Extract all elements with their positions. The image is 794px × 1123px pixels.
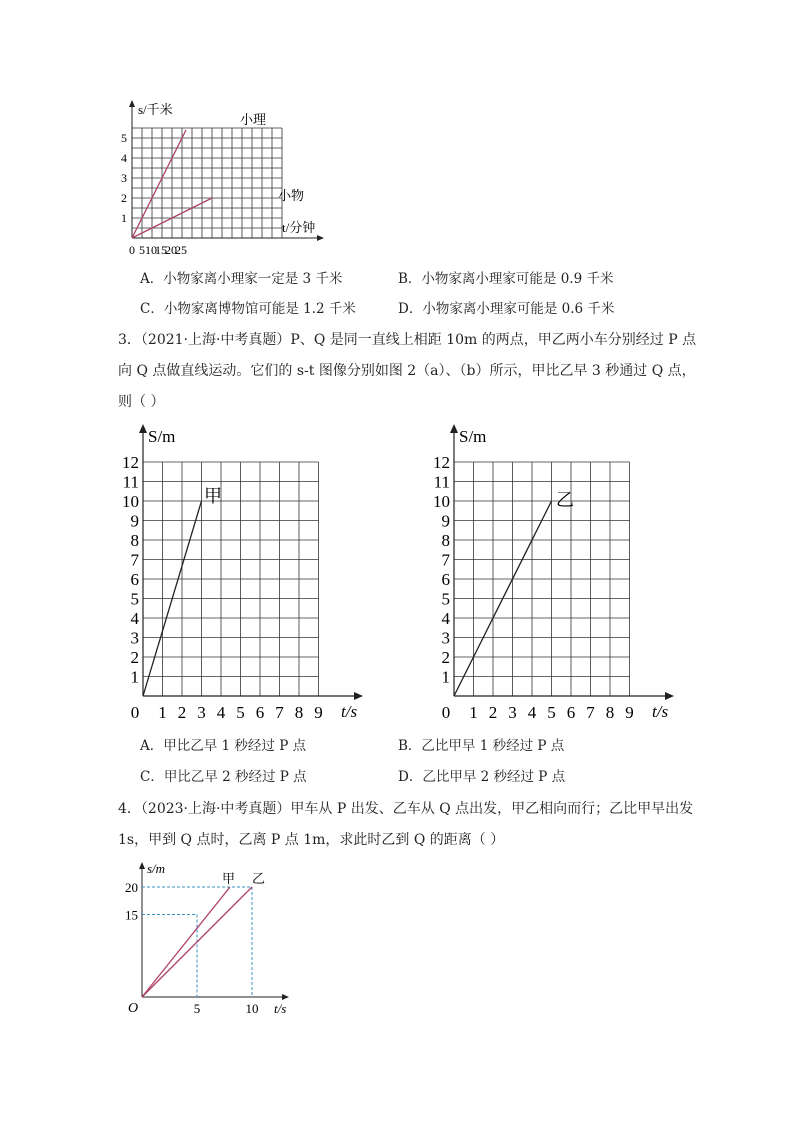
q2-label-xiaowu: 小物	[278, 188, 305, 203]
q3a-grid	[143, 462, 319, 696]
q3b-x-tick-label: 2	[488, 703, 498, 722]
q3a-x-axis-label: t/s	[341, 702, 358, 721]
q3b-y-tick-label: 8	[441, 531, 450, 550]
q4-x-tick-label: 5	[193, 1001, 201, 1016]
q2-option-b[interactable]: B．小物家离小理家可能是 0.9 千米	[398, 271, 614, 287]
q2-x-tick-label: 5	[139, 243, 145, 257]
q3b-x-tick-label: 6	[566, 703, 576, 722]
q2-line-xiaoli	[132, 130, 186, 238]
q2-y-tick-label: 2	[121, 191, 127, 205]
q3b-x-tick-label: 0	[441, 703, 451, 722]
q3a-y-tick-label: 10	[122, 492, 139, 511]
q3b-x-tick-label: 4	[527, 703, 537, 722]
q2-y-tick-label: 5	[121, 131, 127, 145]
q3a-y-tick-label: 6	[130, 570, 139, 589]
q4-y-tick-label: 20	[125, 880, 138, 895]
q3b-y-tick-label: 1	[441, 667, 450, 687]
q4-chart	[112, 855, 312, 1020]
q3a-axes	[139, 424, 363, 700]
q3-option-c[interactable]: C．甲比乙早 2 秒经过 P 点	[140, 769, 307, 785]
q3-option-b[interactable]: B．乙比甲早 1 秒经过 P 点	[398, 738, 565, 754]
q3a-y-tick-label: 12	[122, 453, 139, 472]
q3a-y-tick-label: 7	[130, 550, 139, 570]
q4-x-tick-label: 10	[245, 1001, 259, 1016]
q3b-x-tick-label: 3	[508, 703, 517, 722]
q3b-y-tick-label: 2	[441, 648, 450, 667]
q3b-y-tick-label: 9	[441, 511, 450, 531]
q3b-y-tick-label: 7	[441, 550, 450, 570]
q3b-x-tick-label: 1	[469, 703, 478, 722]
q3-chart-b	[423, 420, 683, 725]
q3-option-a[interactable]: A．甲比乙早 1 秒经过 P 点	[140, 738, 307, 754]
q3b-y-tick-label: 11	[433, 472, 450, 492]
q3-stem-line2: 向 Q 点做直线运动。它们的 s-t 图像分别如图 2（a）、（b）所示，甲比乙早 3 秒通过 Q 点，	[118, 363, 696, 379]
q3b-y-axis-label: S/m	[459, 427, 487, 446]
q2-y-tick-label: 4	[121, 151, 127, 165]
q2-chart	[110, 96, 340, 266]
q2-x-tick-label: 10	[145, 243, 157, 257]
q2-x-tick-label: 20	[165, 243, 177, 257]
q3b-grid	[454, 462, 630, 696]
q3a-y-tick-label: 3	[130, 628, 139, 648]
q2-x-tick-label: 25	[175, 243, 187, 257]
q3b-y-tick-label: 3	[441, 628, 450, 648]
q3a-x-tick-label: 3	[197, 703, 206, 722]
q3a-y-tick-label: 8	[130, 531, 139, 550]
q3a-y-tick-label: 2	[130, 648, 139, 667]
q4-x-axis-label: t/s	[274, 1001, 287, 1016]
q3-stem-line3: 则（ ）	[118, 394, 165, 410]
q3b-x-axis-label: t/s	[652, 702, 669, 721]
q3a-x-tick-label: 5	[236, 703, 245, 722]
q2-option-d[interactable]: D．小物家离小理家可能是 0.6 千米	[398, 301, 615, 317]
q4-stem-line1: 4．（2023·上海·中考真题）甲车从 P 出发、乙车从 Q 点出发，甲乙相向而行；乙比甲早出发	[118, 801, 694, 817]
q3a-x-tick-label: 2	[177, 703, 187, 722]
q3b-y-tick-label: 5	[441, 589, 450, 609]
q4-label-yi: 乙	[252, 871, 266, 886]
q3a-x-tick-label: 1	[158, 703, 167, 722]
q2-grid	[132, 128, 282, 238]
q2-option-c[interactable]: C．小物家离博物馆可能是 1.2 千米	[140, 301, 356, 317]
q3a-y-tick-label: 11	[122, 472, 139, 492]
q3b-x-tick-label: 7	[586, 703, 595, 722]
q2-y-axis-label: s/千米	[138, 102, 173, 117]
q3a-y-tick-label: 4	[130, 609, 139, 628]
q3b-x-tick-label: 8	[605, 703, 615, 722]
q3a-x-tick-label: 6	[255, 703, 265, 722]
q3b-x-tick-label: 9	[625, 703, 634, 722]
q4-label-jia: 甲	[222, 871, 236, 886]
q3-stem-line1: 3．（2021·上海·中考真题）P、Q 是同一直线上相距 10m 的两点，甲乙两小车分别经过 P 点	[118, 332, 697, 348]
q3a-y-tick-label: 5	[130, 589, 139, 609]
q2-x-axis-label: t/分钟	[282, 220, 316, 235]
q2-option-a[interactable]: A．小物家离小理家一定是 3 千米	[140, 271, 343, 287]
q3a-y-axis-label: S/m	[148, 427, 176, 446]
q2-label-xiaoli: 小理	[240, 112, 267, 127]
q3b-y-tick-label: 12	[433, 453, 450, 472]
q2-x-tick-label: 15	[155, 243, 167, 257]
q3-chart-a	[112, 420, 372, 725]
q3a-x-tick-label: 7	[275, 703, 284, 722]
q3a-x-tick-label: 0	[130, 703, 140, 722]
q3a-y-tick-label: 9	[130, 511, 139, 531]
q4-axes	[139, 862, 289, 1000]
q3b-axes	[450, 424, 674, 700]
q4-line-jia	[142, 887, 230, 997]
q2-y-tick-label: 1	[121, 211, 127, 225]
q4-y-tick-label: 15	[125, 907, 138, 923]
q2-y-tick-label: 3	[121, 171, 127, 185]
q3b-y-tick-label: 6	[441, 570, 450, 589]
q3b-line-label: 乙	[556, 490, 574, 510]
q3a-line-label: 甲	[204, 486, 222, 506]
q3a-x-tick-label: 8	[294, 703, 304, 722]
q3a-x-tick-label: 9	[314, 703, 323, 722]
q4-y-axis-label: s/m	[147, 861, 166, 876]
q4-stem-line2: 1s，甲到 Q 点时，乙离 P 点 1m，求此时乙到 Q 的距离（ ）	[118, 832, 505, 848]
q3-option-d[interactable]: D．乙比甲早 2 秒经过 P 点	[398, 769, 566, 785]
q3a-x-tick-label: 4	[216, 703, 226, 722]
q3a-y-tick-label: 1	[130, 667, 139, 687]
q3b-x-tick-label: 5	[547, 703, 556, 722]
q3b-y-tick-label: 4	[441, 609, 450, 628]
q3b-y-tick-label: 10	[433, 492, 450, 511]
q4-origin-label: O	[128, 1001, 139, 1016]
q2-x-tick-label: 0	[129, 243, 135, 257]
